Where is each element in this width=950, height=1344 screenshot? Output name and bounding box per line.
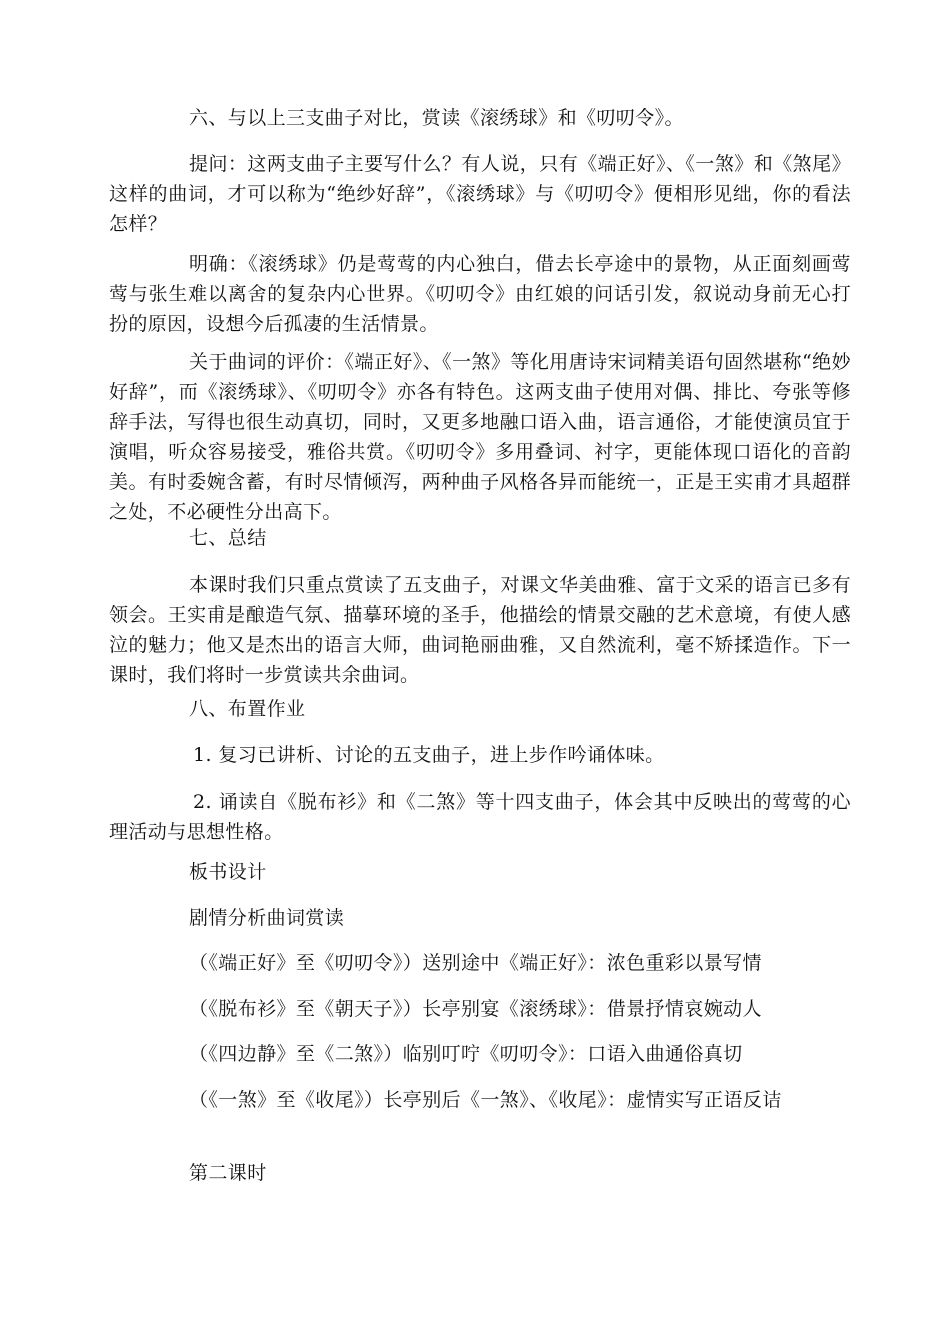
section-eight-heading: 八、布置作业 bbox=[189, 698, 306, 720]
board-design-row: （《四边静》至《二煞》）临别叮咛《叨叨令》：口语入曲通俗真切 bbox=[189, 1043, 743, 1065]
board-design-title: 剧情分析曲词赏读 bbox=[189, 907, 345, 929]
evaluation-paragraph: 关于曲词的评价：《端正好》、《一煞》等化用唐诗宋词精美语句固然堪称“绝妙好辞”，而《滚绣球》、《叨叨令》亦各有特色。这两支曲子使用对偶、排比、夸张等修辞手法，写得也很生动真切，同时，又更多地融口语入曲，语言通俗，才能使演员宜于演唱，听众容易接受，雅俗共赏。《叨叨令》多用叠词、衬字，更能体现口语化的音韵美。有时委婉含蓄，有时尽情倾泻，两种曲子风格各异而能统一，正是王实甫才具超群之处，不必硬性分出高下。 bbox=[109, 351, 851, 523]
board-design-row: （《端正好》至《叨叨令》）送别途中《端正好》：浓色重彩以景写情 bbox=[189, 952, 762, 974]
section-six-heading: 六、与以上三支曲子对比，赏读《滚绣球》和《叨叨令》。 bbox=[189, 107, 684, 129]
homework-item-2: 2. 诵读自《脱布衫》和《二煞》等十四支曲子，体会其中反映出的莺莺的心理活动与思想性格。 bbox=[109, 791, 851, 843]
board-design-row: （《一煞》至《收尾》）长亭别后《一煞》、《收尾》：虚情实写正语反诘 bbox=[189, 1089, 782, 1111]
section-seven-heading: 七、总结 bbox=[189, 527, 267, 549]
second-lesson-heading: 第二课时 bbox=[189, 1162, 267, 1184]
board-design-heading: 板书设计 bbox=[189, 861, 267, 883]
question-paragraph: 提问：这两支曲子主要写什么？有人说，只有《端正好》、《一煞》和《煞尾》这样的曲词，才可以称为“绝纱好辞”，《滚绣球》与《叨叨令》便相形见绌，你的看法怎样？ bbox=[109, 153, 851, 235]
board-design-row: （《脱布衫》至《朝天子》）长亭别宴《滚绣球》：借景抒情哀婉动人 bbox=[189, 998, 762, 1020]
homework-item-1: 1. 复习已讲析、讨论的五支曲子，进上步作吟诵体味。 bbox=[193, 744, 665, 766]
summary-paragraph: 本课时我们只重点赏读了五支曲子，对课文华美曲雅、富于文采的语言已多有领会。王实甫是酿造气氛、描摹环境的圣手，他描绘的情景交融的艺术意境，有使人感泣的魅力；他又是杰出的语言大师，曲词艳丽曲雅，又自然流利，毫不矫揉造作。下一课时，我们将时一步赏读共余曲词。 bbox=[109, 574, 851, 686]
answer-paragraph: 明确：《滚绣球》仍是莺莺的内心独白，借去长亭途中的景物，从正面刻画莺莺与张生难以离舍的复杂内心世界。《叨叨令》由红娘的问话引发，叙说动身前无心打扮的原因，设想今后孤凄的生活情景。 bbox=[109, 253, 851, 335]
